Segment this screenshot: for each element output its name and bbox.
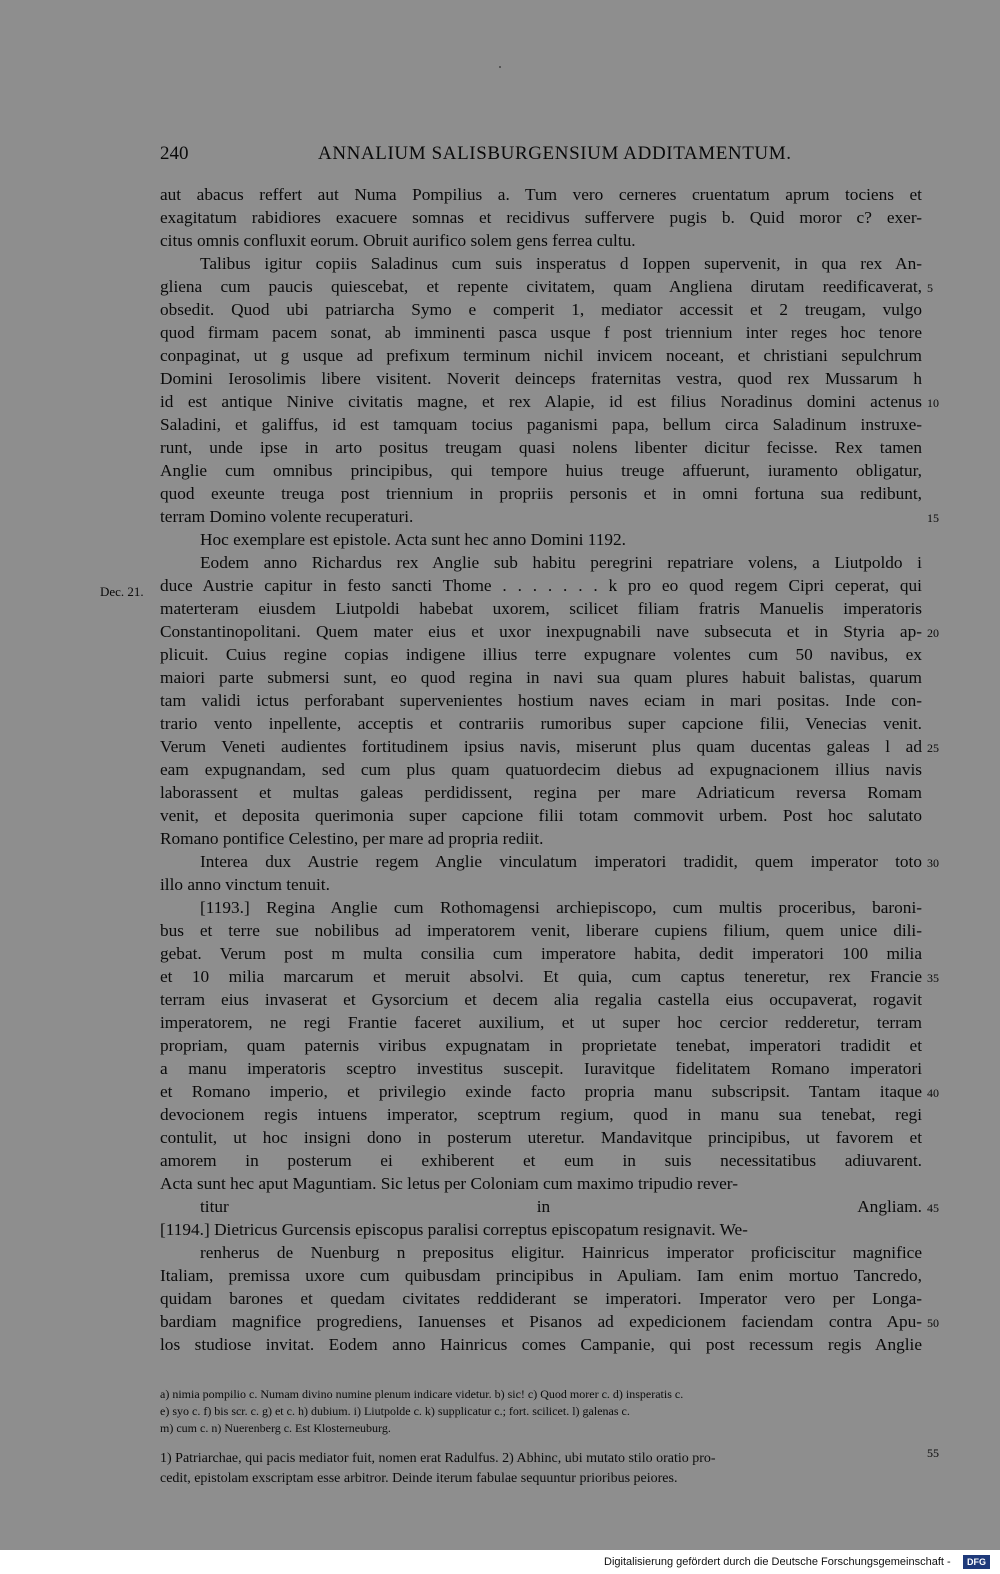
line-number: 45: [927, 1201, 939, 1215]
running-title: ANNALIUM SALISBURGENSIUM ADDITAMENTUM.: [318, 143, 792, 164]
text-line: terram eius invaserat et Gysorcium et decem alia regalia castella eius occupaverat, rogavit: [160, 990, 922, 1009]
text-line: a manu imperatoris sceptro investitus suscepit. Iuravitque fidelitatem Romano imperatori: [160, 1059, 922, 1078]
text-line: [160, 1356, 922, 1379]
footnote-line: cedit, epistolam exscriptam esse arbitror. Deinde iterum fabulae sequuntur prioribus peiores.: [160, 1471, 678, 1486]
text-line: quod firmam pacem sonat, ab imminenti pasca usque f post triennium inter reges hoc tenore: [160, 323, 922, 342]
text-line: amorem in posterum ei exhiberent et eum in suis necessitatibus adiuvarent.: [160, 1151, 922, 1170]
text-line: tam validi ictus perforabant supervenientes hostium naves eciam in mari positas. Inde con-: [160, 691, 922, 710]
text-line: Interea dux Austrie regem Anglie vinculatum imperatori tradidit, quem imperator toto: [200, 852, 922, 871]
text-line: citus omnis confluxit eorum. Obruit aurifico solem gens ferrea cultu.: [160, 231, 636, 250]
text-line: [1193.] Regina Anglie cum Rothomagensi archiepiscopo, cum multis proceribus, baroni-: [200, 898, 922, 917]
footnote-line: 1) Patriarchae, qui pacis mediator fuit, nomen erat Radulfus. 2) Abhinc, ubi mutato stilo oratio pro-: [160, 1451, 716, 1466]
text-line: terram Domino volente recuperaturi.: [160, 507, 414, 526]
text-line: maiori parte submersi sunt, eo quod regina in navi sua quam plures habuit balistas, quarum: [160, 668, 922, 687]
line-number: 15: [927, 511, 939, 525]
page-header: [160, 143, 924, 167]
text-line: venit, et deposita querimonia super capcione filii totam commovit urbem. Post hoc salutato: [160, 806, 922, 825]
text-line: titur in Angliam.: [200, 1197, 922, 1216]
text-line: los studiose invitat. Eodem anno Hainricus comes Campanie, qui post recessum regis Anglie: [160, 1335, 922, 1354]
text-line: materteram eiusdem Liutpoldi habebat uxorem, scilicet filiam fratris Manuelis imperatoris: [160, 599, 922, 618]
text-line: plicuit. Cuius regine copias indigene illius terre expugnare volentes cum 50 navibus, ex: [160, 645, 922, 664]
line-number: 30: [927, 856, 939, 870]
text-line: obsedit. Quod ubi patriarcha Symo e comperit 1, mediator accessit et 2 treugam, vulgo: [160, 300, 922, 319]
text-line: exagitatum rabidiores exacuere somnas et recidivus suffervere pugis b. Quid moror c? exer-: [160, 208, 922, 227]
text-line: laborassent et multas galeas perdidissent, regina per mare Adriaticum reversa Romam: [160, 783, 922, 802]
text-line: gebat. Verum post m multa consilia cum imperatore habita, dedit imperatori 100 milia: [160, 944, 922, 963]
line-number: 55: [927, 1446, 939, 1460]
text-line: illo anno vinctum tenuit.: [160, 875, 330, 894]
text-line: eam expugnandam, sed cum plus quam quatuordecim diebus ad expugnacionem illius navis: [160, 760, 922, 779]
text-line: trario vento inpellente, acceptis et contrariis rumoribus super capcione filii, Venecias venit.: [160, 714, 922, 733]
text-line: Italiam, premissa uxore cum quibusdam principibus in Apuliam. Iam enim mortuo Tancredo,: [160, 1266, 922, 1285]
line-number: 35: [927, 971, 939, 985]
text-line: contulit, ut hoc insigni dono in posterum uteretur. Mandavitque principibus, ut favorem et: [160, 1128, 922, 1147]
text-line: Constantinopolitani. Quem mater eius et uxor inexpugnabili nave subsecuta et in Styria ap-: [160, 622, 922, 641]
text-line: renherus de Nuenburg n prepositus eligitur. Hainricus imperator proficiscitur magnifice: [200, 1243, 922, 1262]
line-number: 40: [927, 1086, 939, 1100]
text-line: duce Austrie capitur in festo sancti Thome . . . . . . . k pro eo quod regem Cipri ceperat, qui: [160, 576, 922, 595]
text-line: Saladini, et galiffus, id est tamquam tocius paganismi papa, bellum circa Saladinum instruxe-: [160, 415, 922, 434]
page-number: 240: [160, 143, 189, 164]
text-line: Acta sunt hec aput Maguntiam. Sic letus per Coloniam cum maximo tripudio rever-: [160, 1174, 738, 1193]
line-number: 10: [927, 396, 939, 410]
text-line: runt, unde ipse in arto positus treugam quasi nolens libenter dicitur fecisse. Rex tamen: [160, 438, 922, 457]
textual-note-line: m) cum c. n) Nuerenberg c. Est Klosterneuburg.: [160, 1421, 391, 1435]
scan-speck: [499, 66, 501, 68]
text-line: Talibus igitur copiis Saladinus cum suis insperatus d Ioppen supervenit, in qua rex An-: [200, 254, 922, 273]
margin-date: Dec. 21.: [100, 584, 144, 599]
text-line: Anglie cum omnibus principibus, qui tempore huius treuge affuerunt, iuramento obligatur,: [160, 461, 922, 480]
text-line: imperatorem, ne regi Frantie faceret auxilium, et ut super hoc cercior redderetur, terram: [160, 1013, 922, 1032]
text-line: devocionem regis intuens imperator, sceptrum regium, quod in manu sua tenebat, regi: [160, 1105, 922, 1124]
text-line: et 10 milia marcarum et meruit absolvi. Et quia, cum captus teneretur, rex Francie: [160, 967, 922, 986]
line-number: 20: [927, 626, 939, 640]
text-line: Domini Ierosolimis libere visitent. Noverit deinceps fraternitas vestra, quod rex Mussarum h: [160, 369, 922, 388]
digitization-footer: [0, 1550, 1000, 1574]
textual-note-line: a) nimia pompilio c. Numam divino numine plenum indicare videtur. b) sic! c) Quod morer c. d) insperatis c.: [160, 1387, 684, 1401]
funding-credit: Digitalisierung gefördert durch die Deutsche Forschungsgemeinschaft -: [604, 1556, 951, 1568]
text-line: bardiam magnifice progrediens, Ianuenses et Pisanos ad expedicionem faciendam contra Apu-: [160, 1312, 922, 1331]
text-line: quidam barones et quedam civitates reddiderant se imperatori. Imperator vero per Longa-: [160, 1289, 922, 1308]
text-line: quod exeunte treuga post triennium in propriis personis et in omni fortuna sua redibunt,: [160, 484, 922, 503]
text-line: bus et terre sue nobilibus ad imperatorem venit, liberare cupiens filium, quem unice dili-: [160, 921, 922, 940]
dfg-logo-icon: DFG: [963, 1555, 990, 1569]
text-line: Eodem anno Richardus rex Anglie sub habitu peregrini repatriare volens, a Liutpoldo i: [200, 553, 922, 572]
line-number: 5: [927, 281, 933, 295]
text-line: conpaginat, ut g usque ad prefixum terminum nichil invicem noceant, et christiani sepulchrum: [160, 346, 922, 365]
text-line: Romano pontifice Celestino, per mare ad propria rediit.: [160, 829, 544, 848]
text-line: gliena cum paucis quiescebat, et repente civitatem, quam Angliena dirutam reedificaverat,: [160, 277, 922, 296]
line-number: 25: [927, 741, 939, 755]
textual-note-line: e) syo c. f) bis scr. c. g) et c. h) dubium. i) Liutpolde c. k) supplicatur c.; fort. scilicet. l) galenas c.: [160, 1404, 630, 1418]
text-line: et Romano imperio, et privilegio exinde facto propria manu subscripsit. Tantam itaque: [160, 1082, 922, 1101]
text-line: [1194.] Dietricus Gurcensis episcopus paralisi correptus episcopatum resignavit. We-: [160, 1220, 748, 1239]
text-line: id est antique Ninive civitatis magne, et rex Alapie, id est filius Noradinus domini actenus: [160, 392, 922, 411]
text-line: propriam, quam paternis viribus expugnatam in proprietate tenebat, imperatori tradidit et: [160, 1036, 922, 1055]
line-number: 50: [927, 1316, 939, 1330]
text-line: Hoc exemplare est epistole. Acta sunt hec anno Domini 1192.: [200, 530, 626, 549]
text-line: Verum Veneti audientes fortitudinem ipsius navis, miserunt plus quam ducentas galeas l ad: [160, 737, 922, 756]
text-line: aut abacus reffert aut Numa Pompilius a. Tum vero cerneres cruentatum aprum tociens et: [160, 185, 922, 204]
